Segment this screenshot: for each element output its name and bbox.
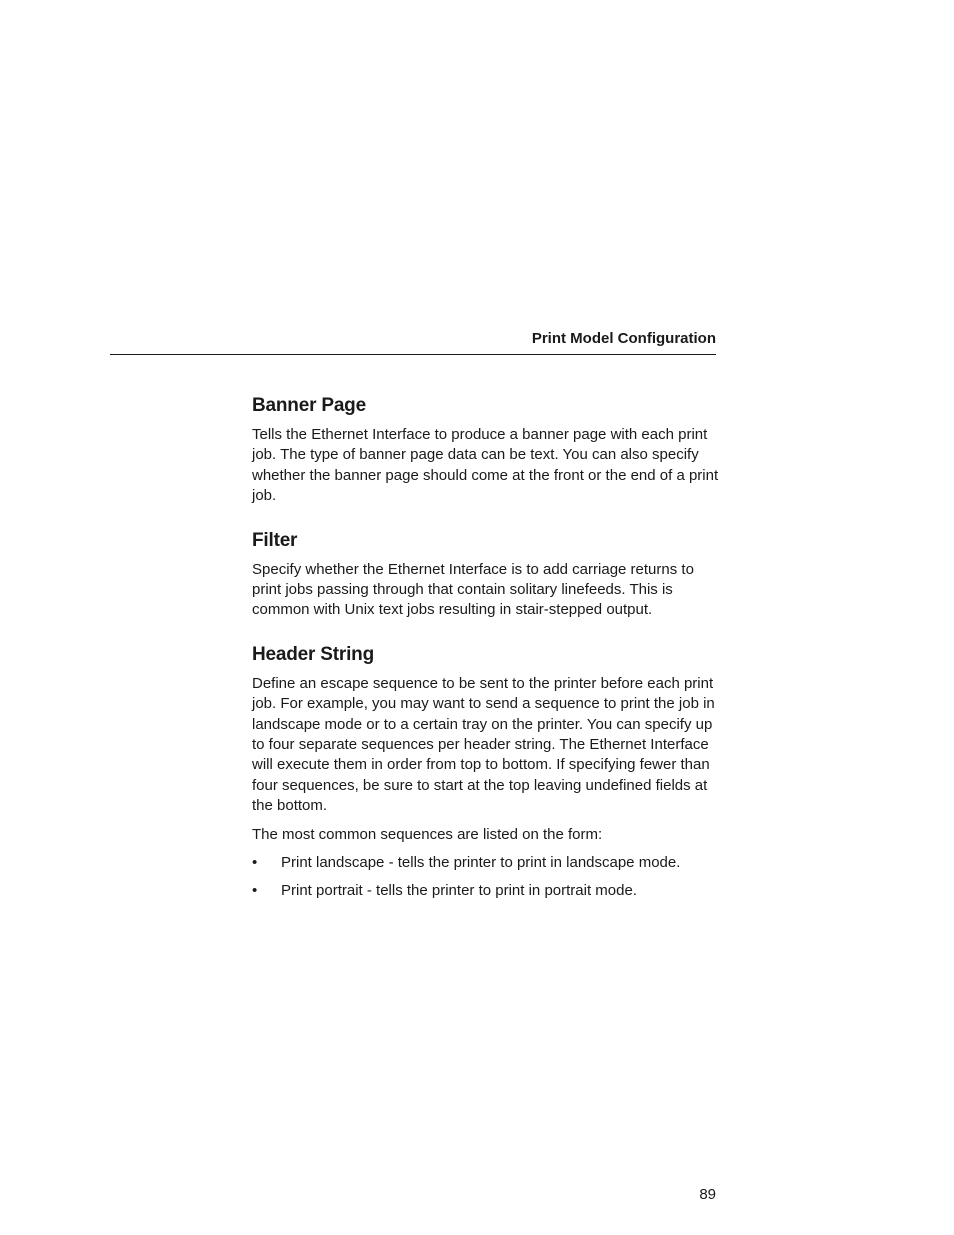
- section-body: Specify whether the Ethernet Interface is to add carriage returns to print jobs passing through that contain solitary linefeeds. This is common with Unix text jobs resulting in stair-stepped output.: [252, 560, 694, 619]
- header-rule: [110, 354, 716, 355]
- section-heading: Header String: [252, 643, 374, 665]
- list-item: [252, 853, 722, 873]
- list-item-text: Print landscape - tells the printer to print in landscape mode.: [281, 853, 681, 871]
- section-body: Define an escape sequence to be sent to the printer before each print job. For example, you may want to send a sequence to print the job in landscape mode or to a certain tray on the printer. You can specify up to four separate sequences per header string. The Ethernet Interface will execute them in order from top to bottom. If specifying fewer than four sequences, be sure to start at the top leaving undefined fields at the bottom.: [252, 674, 715, 815]
- list-item-text: Print portrait - tells the printer to print in portrait mode.: [281, 881, 637, 899]
- section-heading: Filter: [252, 529, 298, 551]
- section-heading: Banner Page: [252, 395, 366, 416]
- page-content: [252, 393, 722, 901]
- bullet-list: [252, 853, 722, 901]
- page-number: 89: [699, 1186, 716, 1203]
- running-header: Print Model Configuration: [531, 330, 716, 347]
- list-intro: The most common sequences are listed on the form:: [252, 825, 603, 843]
- bullet-icon: •: [252, 881, 258, 899]
- bullet-icon: •: [252, 853, 258, 871]
- list-item: [252, 881, 722, 901]
- section-banner-page: [252, 393, 722, 507]
- section-filter: [252, 528, 722, 621]
- section-body: Tells the Ethernet Interface to produce a banner page with each print job. The type of banner page data can be text. You can also specify whether the banner page should come at the front or the end of a print job.: [252, 426, 719, 505]
- section-header-string: [252, 642, 722, 901]
